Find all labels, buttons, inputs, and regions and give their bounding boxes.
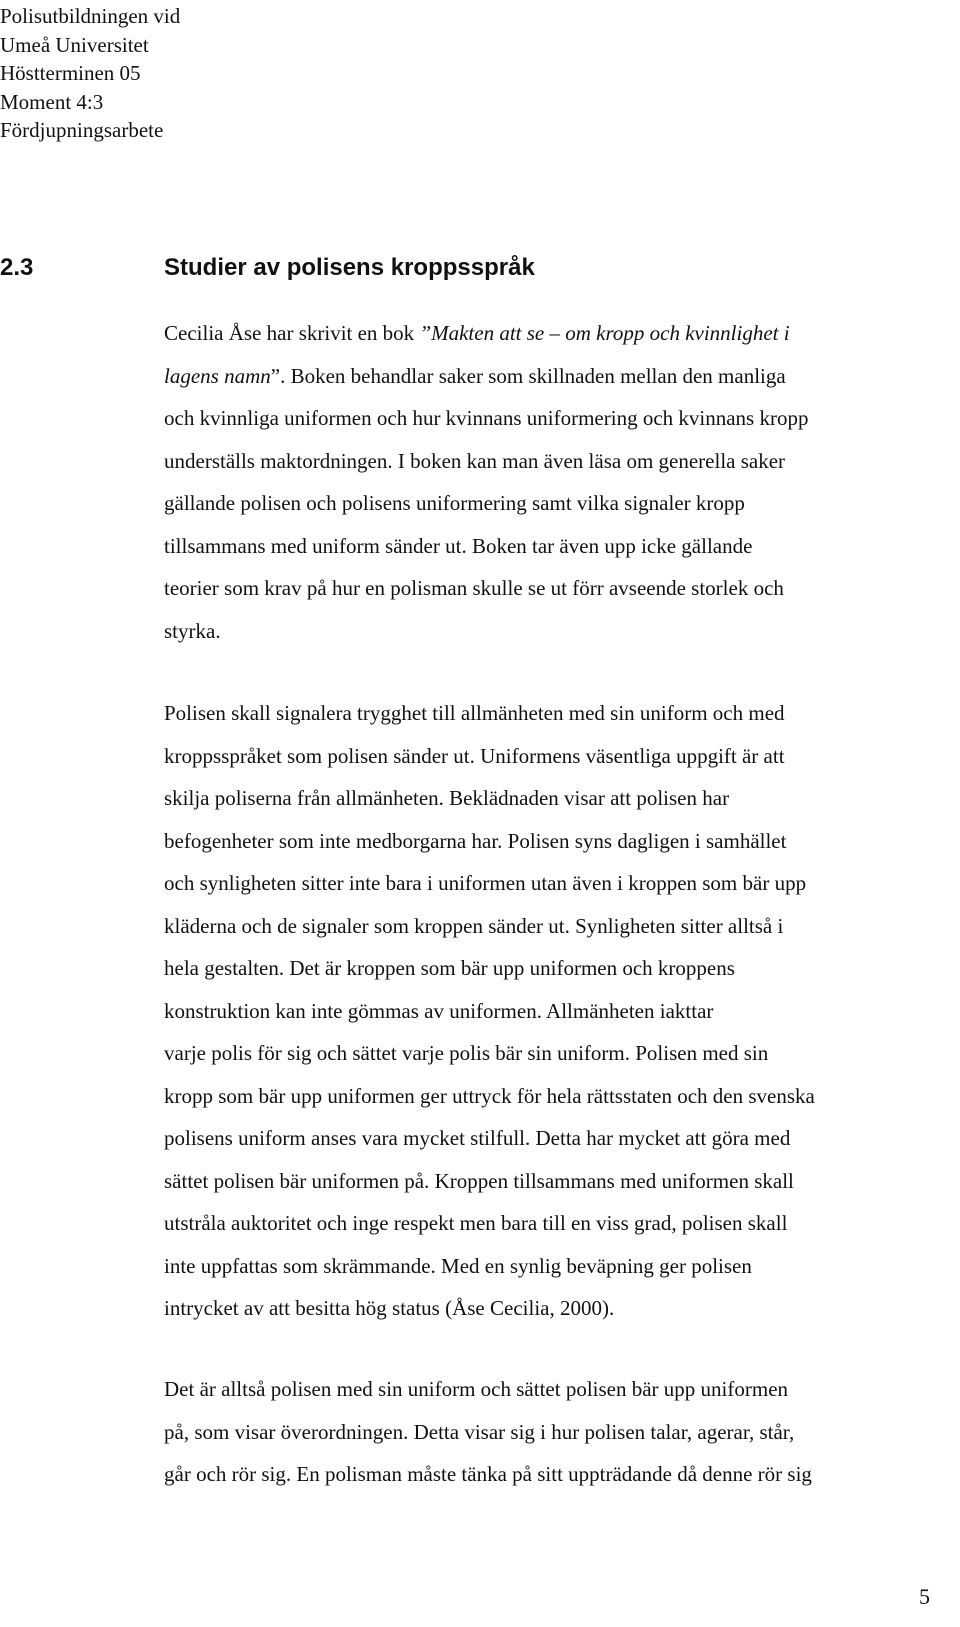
paragraph-line: och synligheten sitter inte bara i uniformen utan även i kroppen som bär upp — [164, 871, 807, 895]
header-line-university: Umeå Universitet — [0, 32, 149, 57]
document-header — [0, 2, 180, 145]
page-number: 5 — [919, 1584, 930, 1609]
section-heading — [0, 252, 535, 284]
book-title: ”Makten att se – om kropp och kvinnlighet i — [419, 321, 790, 345]
paragraph-line: hela gestalten. Det är kroppen som bär upp uniformen och kroppens — [164, 956, 735, 980]
section-title: Studier av polisens kroppsspråk — [164, 254, 535, 281]
paragraph-line: tillsammans med uniform sänder ut. Boken tar även upp icke gällande — [164, 533, 753, 558]
paragraph-line: varje polis för sig och sättet varje polis bär sin uniform. Polisen med sin — [164, 1041, 769, 1065]
paragraph-1 — [164, 312, 934, 652]
paragraph-line: konstruktion kan inte gömmas av uniformen. Allmänheten iakttar — [164, 998, 714, 1023]
paragraph-line: och kvinnliga uniformen och hur kvinnans uniformering och kvinnans kropp — [164, 406, 809, 430]
paragraph-line: kroppsspråket som polisen sänder ut. Uniformens väsentliga uppgift är att — [164, 743, 785, 768]
paragraph-line: utstråla auktoritet och inge respekt men bara till en viss grad, polisen skall — [164, 1211, 788, 1235]
paragraph-line: går och rör sig. En polisman måste tänka på sitt uppträdande då denne rör sig — [164, 1462, 812, 1486]
paragraph-line: inte uppfattas som skrämmande. Med en synlig beväpning ger polisen — [164, 1253, 752, 1278]
paragraph-line: Det är alltså polisen med sin uniform och sättet polisen bär upp uniformen — [164, 1377, 789, 1401]
paragraph-line: teorier som krav på hur en polisman skulle se ut förr avseende storlek och — [164, 576, 784, 600]
text-span: Cecilia Åse har skrivit en bok — [164, 321, 420, 345]
paragraph-line: styrka. — [164, 618, 221, 643]
paragraph-3 — [164, 1368, 934, 1496]
paragraph-line — [164, 312, 934, 355]
paragraph-line: befogenheter som inte medborgarna har. Polisen syns dagligen i samhället — [164, 828, 787, 853]
header-line-moment: Moment 4:3 — [0, 89, 104, 114]
paragraph-line: intrycket av att besitta hög status (Åse Cecilia, 2000). — [164, 1296, 615, 1320]
paragraph-2 — [164, 692, 934, 1330]
header-line-school: Polisutbildningen vid — [0, 4, 181, 28]
paragraph-line: kropp som bär upp uniformen ger uttryck för hela rättsstaten och den svenska — [164, 1083, 815, 1108]
book-title: lagens namn — [164, 363, 271, 388]
paragraph-line: kläderna och de signaler som kroppen sänder ut. Synligheten sitter alltså i — [164, 913, 784, 938]
paragraph-line: sättet polisen bär uniformen på. Kroppen tillsammans med uniformen skall — [164, 1168, 794, 1193]
text-span: ”. Boken behandlar saker som skillnaden mellan den manliga — [270, 363, 786, 388]
paragraph-line: skilja poliserna från allmänheten. Beklädnaden visar att polisen har — [164, 786, 730, 810]
paragraph-line: gällande polisen och polisens uniformering samt vilka signaler kropp — [164, 491, 745, 515]
paragraph-line: underställs maktordningen. I boken kan man även läsa om generella saker — [164, 448, 786, 473]
paragraph-line: polisens uniform anses vara mycket stilfull. Detta har mycket att göra med — [164, 1126, 791, 1150]
paragraph-line — [164, 355, 934, 398]
section-number: 2.3 — [0, 254, 34, 281]
header-line-assignment: Fördjupningsarbete — [0, 118, 164, 142]
paragraph-line: på, som visar överordningen. Detta visar sig i hur polisen talar, agerar, står, — [164, 1419, 795, 1444]
header-line-term: Höstterminen 05 — [0, 61, 141, 85]
paragraph-line: Polisen skall signalera trygghet till allmänheten med sin uniform och med — [164, 701, 785, 725]
